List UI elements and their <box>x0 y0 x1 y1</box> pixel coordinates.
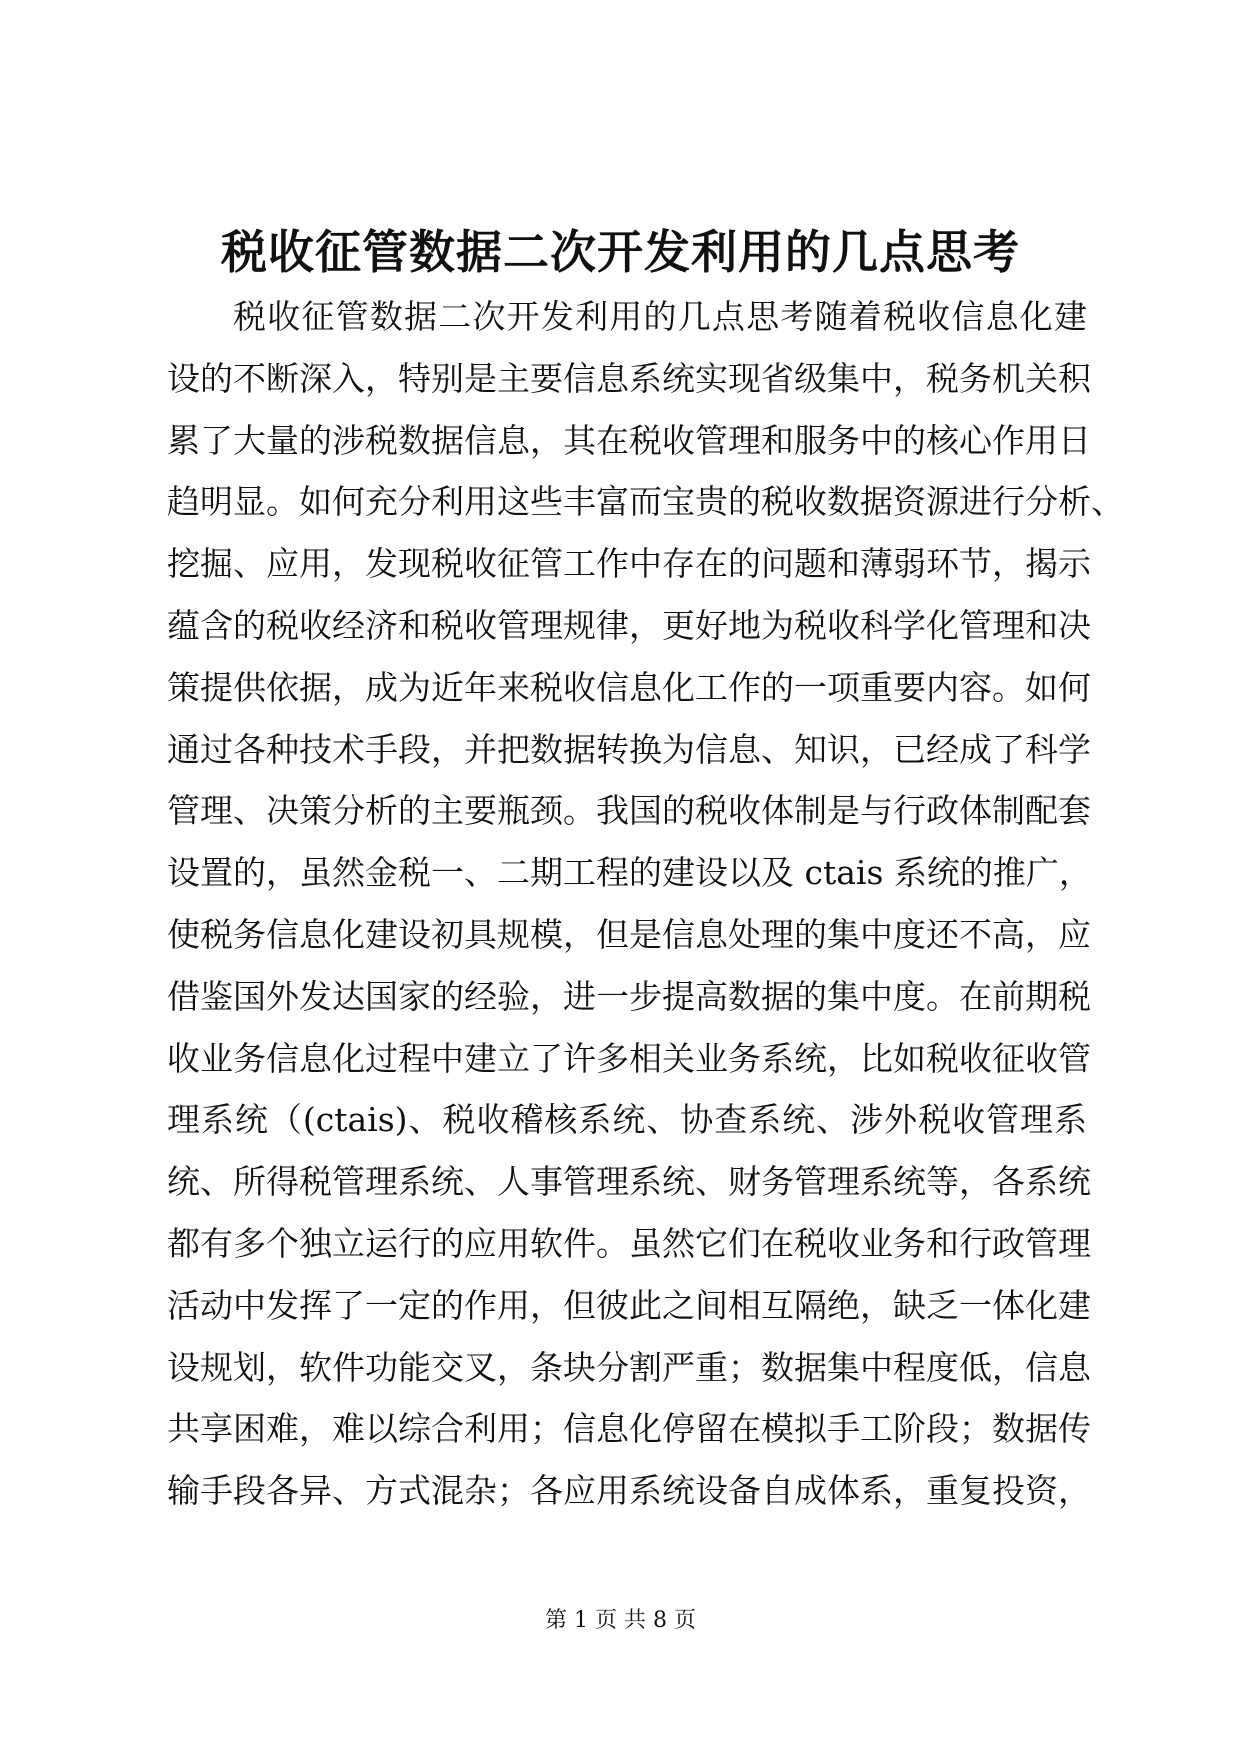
text-line: 累了大量的涉税数据信息，其在税收管理和服务中的核心作用日 <box>167 420 1091 460</box>
text-line: 挖掘、应用，发现税收征管工作中存在的问题和薄弱环节，揭示 <box>167 544 1091 584</box>
text-line: 借鉴国外发达国家的经验，进一步提高数据的集中度。在前期税 <box>167 976 1091 1016</box>
text-line: 设的不断深入，特别是主要信息系统实现省级集中，税务机关积 <box>167 358 1091 398</box>
text-line: 蕴含的税收经济和税收管理规律，更好地为税收科学化管理和决 <box>167 605 1091 645</box>
text-line: 策提供依据，成为近年来税收信息化工作的一项重要内容。如何 <box>167 667 1091 707</box>
text-line: 税收征管数据二次开发利用的几点思考随着税收信息化建 <box>233 297 1087 336</box>
text-line: 通过各种技术手段，并把数据转换为信息、知识，已经成了科学 <box>167 729 1091 769</box>
text-line: 都有多个独立运行的应用软件。虽然它们在税收业务和行政管理 <box>167 1223 1091 1263</box>
text-line: 理系统（(ctais)、税收稽核系统、协查系统、涉外税收管理系 <box>167 1100 1087 1140</box>
text-line: 设规划，软件功能交叉，条块分割严重；数据集中程度低，信息 <box>167 1347 1091 1387</box>
text-line: 管理、决策分析的主要瓶颈。我国的税收体制是与行政体制配套 <box>167 791 1091 831</box>
text-line: 统、所得税管理系统、人事管理系统、财务管理系统等，各系统 <box>167 1162 1091 1202</box>
text-line: 活动中发挥了一定的作用，但彼此之间相互隔绝，缺乏一体化建 <box>167 1285 1091 1325</box>
body-paragraph <box>167 286 1124 1522</box>
text-line: 输手段各异、方式混杂；各应用系统设备自成体系，重复投资， <box>167 1471 1091 1511</box>
text-line: 趋明显。如何充分利用这些丰富而宝贵的税收数据资源进行分析、 <box>167 482 1124 522</box>
text-line: 使税务信息化建设初具规模，但是信息处理的集中度还不高，应 <box>167 914 1091 954</box>
text-line: 设置的，虽然金税一、二期工程的建设以及 ctais 系统的推广， <box>167 853 1092 893</box>
text-line: 共享困难，难以综合利用；信息化停留在模拟手工阶段；数据传 <box>167 1409 1091 1449</box>
page-footer: 第 1 页 共 8 页 <box>545 1608 696 1633</box>
document-title: 税收征管数据二次开发利用的几点思考 <box>221 225 1020 279</box>
text-line: 收业务信息化过程中建立了许多相关业务系统，比如税收征收管 <box>167 1038 1091 1078</box>
